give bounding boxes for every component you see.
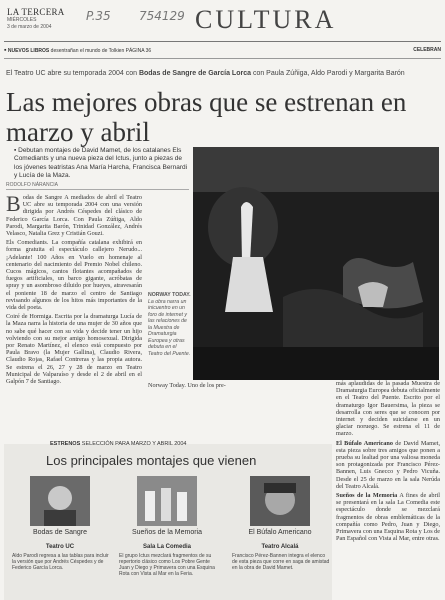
premieres-label: [50, 441, 186, 447]
item-desc-2: Francisco Pérez-Bannen integra el elenco de esta pieza que corre en saga de amistad en la obra de David Mamet.: [232, 553, 330, 571]
bullet-icon: ▪: [14, 147, 19, 154]
rightcol-c-text: A fines de abril se presentará en la sala La Comedia este espectáculo donde se mezclará fragmentos de obras emblemáticas de la compañía como Pedro, Juan y Diego, Primavera con una Esquina Rota y Los de Pan Español con Vista al Mar, entre otras.: [336, 492, 440, 543]
article-column-2: [148, 382, 332, 440]
item-desc-1: El grupo Ictus mezclará fragmentos de su repertorio clásico como Los Pobre Gente Juan y Diego y Primavera con una Esquina Rota con Vista al Mar en la Feria.: [119, 553, 215, 577]
lead-paragraph: [14, 147, 188, 180]
col1-text: odas de Sangre A mediados de abril el Teatro UC abre su temporada 2004 con una versión dirigida por Andrés Céspedes del clásico de Federico García Lorca. Con Paula Zúñiga, Aldo Parodi, Margarita Barón, Trinidad González, Andrés Velasco, Natalia Grez y Cristián Gouzi.: [6, 194, 142, 238]
handwritten-page-number: P.35: [86, 9, 111, 23]
item-venue-2: Teatro Alcalá: [261, 544, 299, 550]
byline-rule: [6, 189, 189, 190]
caption-text: La obra narra un inicuentro en un foro de internet y las relaciones de la Muestra de Dramaturgia Europea y otras debuta en el Teatro del Puente.: [148, 298, 191, 357]
item-title-1: Sueños de la Memoria: [131, 529, 203, 536]
strap-page: PÁGINA 36: [125, 48, 152, 54]
item-title-0: Bodas de Sangre: [32, 529, 88, 536]
date-label: 3 de marzo de 2004: [7, 24, 52, 30]
rightcol-b-title: El Búfalo Americano: [336, 439, 393, 447]
headline: Las mejores obras que se estrenan en marzo y abril: [6, 87, 407, 147]
day-label: MIÉRCOLES: [7, 17, 37, 23]
strap-text: desentrañan el mundo de Tolkien: [50, 48, 125, 54]
article-column-right: [336, 380, 440, 542]
item-title-2: El Búfalo Americano: [248, 529, 312, 536]
stage-photo-graphic: [193, 147, 439, 380]
arrow-icon: ▪: [4, 47, 7, 54]
kicker-post: con Paula Zúñiga, Aldo Parodi y Margarita Barón: [251, 70, 405, 77]
col1c-text: Coiré de Hormiga. Escrita por la dramaturga Lucía de la Maza narra la historia de una mujer de 30 años que no sabe qué hacer con su vida y decide tener un hijo volviendo con su mejor amigo homosexual. Dirigida por Renato Martínez, el elenco está compuesto por Paula Bravo (la Mujer Gallina), Claudio Rivera, Claudio Rojas, Rafael Contreras y las propia autora. Se estrena el 26, 27 y 28 de marzo en Teatro Municipal de Valparaíso y desde el 2 de abril en el Galpón 7 de Santiago.: [6, 313, 142, 386]
premieres-heading: Los principales montajes que vienen: [46, 453, 257, 468]
rightcol-c-title: Sueños de la Memoria: [336, 492, 398, 500]
item-venue-1: Sala La Comedia: [142, 544, 192, 550]
article-kicker: [6, 70, 436, 77]
kicker-pre: El Teatro UC abre su temporada 2004 con: [6, 70, 139, 77]
caption-title: NORWAY TODAY.: [148, 292, 191, 298]
thumb-suenos-graphic: [137, 476, 197, 526]
masthead: [4, 3, 444, 39]
thumb-bufalo-graphic: [250, 476, 310, 526]
rightcol-b-text: de David Mamet, esta pieza sobre tres amigos que ponen a prueba su lealtad por una valiosa moneda son protagonizada por Francisco Pérez-Bannen, Luis Gnecco y Pedro Vicuña. Desde el 25 de marzo en la sala Nerúda del Teatro Alcalá.: [336, 439, 440, 490]
masthead-rule: [4, 41, 441, 42]
lead-text: Debutan montajes de David Mamet, de los catalanes Els Comediants y una nueva pieza del Ictus, junto a piezas de los jóvenes teatristas Ana María Harcha, Francisca Bernardi y Lucía de la Maza.: [14, 147, 188, 179]
premieres-label-bold: ESTRENOS: [50, 441, 81, 447]
photo-caption: [148, 292, 192, 357]
strap-rule: [4, 58, 441, 59]
handwritten-code: 754129: [139, 9, 185, 23]
col1b-text: Els Comediants. La compañía catalana exhibirá en forma gratuita el espectáculo callejero Nerudo... ¡Adelante! 100 Años en Vuelo en homenaje al centenario del nacimiento del Premio Nobel chileno. Cucos mágicos, cantos flotantes acompañados de fuegos artificiales, un barco gigante, acróbatas de spray y un asombroso diluido por hueyes, atravesarán el poniente 18 de marzo el centro de Santiago revisando algunos de los hitos más importantes de la vida del poeta.: [6, 239, 142, 312]
strap-right: CELEBRAN: [413, 47, 441, 53]
paper-name: LA TERCERA: [7, 7, 65, 17]
stage-photo: [193, 147, 439, 380]
item-venue-0: Teatro UC: [45, 544, 75, 550]
col2-text: Norway Today. Uno de los pre-: [148, 382, 226, 389]
premieres-label-text: SELECCIÓN PARA MARZO Y ABRIL 2004: [81, 441, 187, 447]
strap-label: NUEVOS LIBROS: [7, 48, 50, 54]
item-desc-0: Aldo Parodi regresa a las tablas para incluir la versión que por Andrés Céspedes y de Federico García Lorca.: [12, 553, 109, 571]
thumb-suenos: [137, 476, 197, 526]
thumb-bodas-graphic: [30, 476, 90, 526]
article-column-1: [6, 194, 142, 436]
thumb-bufalo: [250, 476, 310, 526]
rightcol-text: más aplaudidas de la pasada Muestra de Dramaturgia Europea debuta oficialmente en el Teatro del Puente. Escrito por el dramaturgo Igor Bauersima, la pieza se desarrolla con seres que se conocen por internet y deciden suicidarse en un glaciar noruego. Se estrena el 11 de marzo.: [336, 380, 440, 438]
section-title: CULTURA: [195, 5, 337, 34]
teaser-strap: [4, 47, 441, 56]
thumb-bodas: [30, 476, 90, 526]
kicker-bold: Bodas de Sangre de García Lorca: [138, 70, 251, 77]
byline: RODOLFO NÁRANCIA: [6, 182, 58, 188]
dropcap: B: [6, 194, 21, 216]
